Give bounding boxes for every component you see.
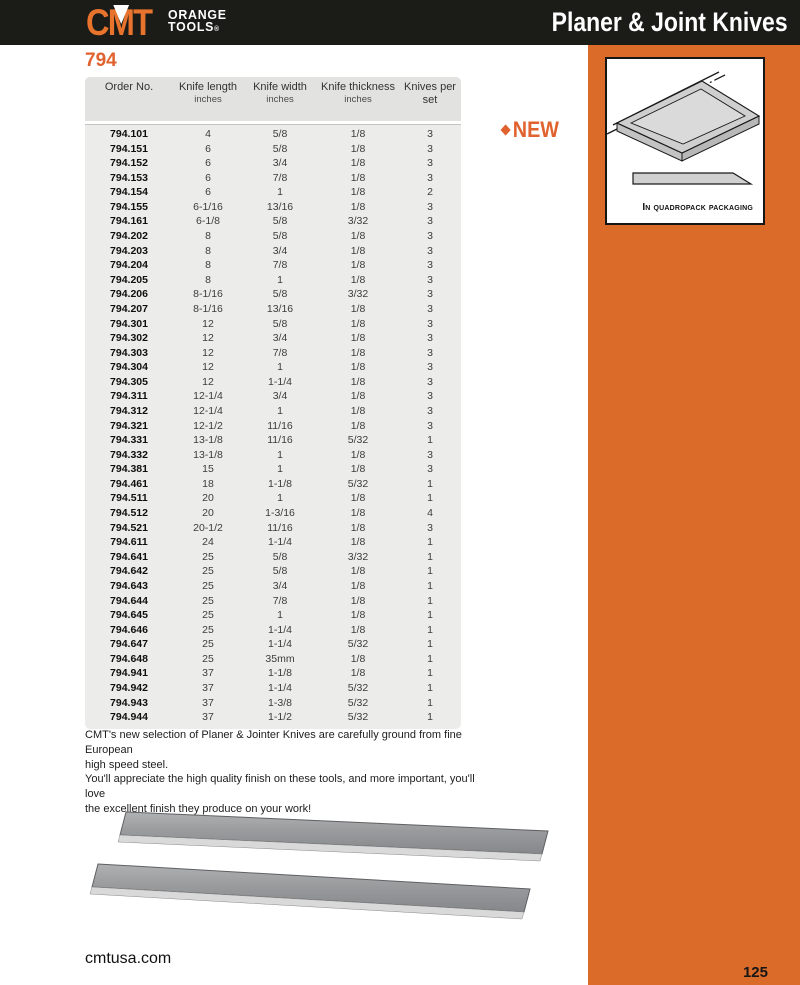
value-cell: 13/16 bbox=[266, 302, 294, 315]
order-no-cell: 794.643 bbox=[110, 579, 148, 592]
order-no-cell: 794.101 bbox=[110, 128, 148, 140]
value-cell: 12 bbox=[202, 346, 214, 359]
value-cell: 5/8 bbox=[272, 230, 288, 243]
value-cell: 3 bbox=[427, 448, 433, 461]
value-cell: 1/8 bbox=[350, 623, 366, 636]
description-line: the excellent finish they produce on your work! bbox=[85, 802, 312, 815]
value-cell: 11/16 bbox=[267, 434, 293, 447]
value-cell: 1 bbox=[277, 273, 283, 286]
value-cell: 3 bbox=[427, 463, 433, 476]
value-cell: 5/8 bbox=[272, 215, 288, 228]
value-cell: 12-1/2 bbox=[193, 419, 223, 432]
table-row bbox=[85, 375, 461, 390]
table-row bbox=[85, 623, 461, 638]
table-row bbox=[85, 404, 461, 419]
value-cell: 25 bbox=[202, 609, 214, 622]
value-cell: 1 bbox=[427, 609, 433, 622]
value-cell: 1-3/16 bbox=[265, 507, 295, 520]
value-cell: 12-1/4 bbox=[193, 404, 223, 417]
value-cell: 3 bbox=[427, 375, 433, 388]
logo-line-orange: ORANGE bbox=[168, 7, 227, 22]
value-cell: 1 bbox=[427, 477, 433, 490]
value-cell: 1-1/4 bbox=[268, 623, 292, 636]
value-cell: 3 bbox=[427, 332, 433, 345]
table-row bbox=[85, 346, 461, 361]
value-cell: 7/8 bbox=[272, 594, 288, 607]
value-cell: 1/8 bbox=[350, 259, 366, 272]
packaging-info-box bbox=[605, 57, 765, 225]
value-cell: 3 bbox=[427, 230, 433, 243]
value-cell: 1/8 bbox=[350, 463, 366, 476]
value-cell: 25 bbox=[202, 594, 214, 607]
value-cell: 1 bbox=[427, 667, 433, 680]
value-cell: 1 bbox=[427, 492, 433, 505]
value-cell: 3/4 bbox=[272, 332, 288, 345]
cmt-triangle-icon bbox=[113, 5, 129, 24]
order-no-cell: 794.206 bbox=[110, 288, 148, 301]
table-row bbox=[85, 419, 461, 434]
order-no-cell: 794.311 bbox=[110, 390, 148, 403]
value-cell: 13-1/8 bbox=[193, 434, 223, 447]
order-no-cell: 794.646 bbox=[110, 623, 148, 636]
value-cell: 25 bbox=[202, 652, 214, 665]
table-row bbox=[85, 360, 461, 375]
value-cell: 1/8 bbox=[350, 594, 366, 607]
order-no-cell: 794.381 bbox=[110, 463, 148, 476]
value-cell: 1 bbox=[427, 696, 433, 709]
value-cell: 5/8 bbox=[272, 317, 288, 330]
order-no-cell: 794.303 bbox=[110, 346, 148, 359]
value-cell: 4 bbox=[205, 128, 211, 140]
value-cell: 12 bbox=[202, 317, 214, 330]
value-cell: 37 bbox=[202, 696, 214, 709]
value-cell: 1 bbox=[277, 404, 283, 417]
value-cell: 1/8 bbox=[350, 171, 366, 184]
value-cell: 1/8 bbox=[350, 536, 366, 549]
description-line: high speed steel. bbox=[85, 758, 169, 771]
value-cell: 3 bbox=[427, 259, 433, 272]
column-header-knife-width: Knife width inches bbox=[253, 81, 307, 105]
value-cell: 6-1/8 bbox=[196, 215, 220, 228]
value-cell: 1/8 bbox=[350, 128, 366, 140]
value-cell: 12-1/4 bbox=[193, 390, 223, 403]
value-cell: 3 bbox=[427, 171, 433, 184]
page-title: Planer & Joint Knives bbox=[552, 7, 788, 37]
value-cell: 3/4 bbox=[272, 390, 288, 403]
value-cell: 6 bbox=[205, 157, 211, 170]
value-cell: 8-1/16 bbox=[193, 302, 223, 315]
value-cell: 3/32 bbox=[347, 215, 369, 228]
table-row bbox=[85, 491, 461, 506]
value-cell: 20 bbox=[202, 492, 214, 505]
value-cell: 3 bbox=[427, 521, 433, 534]
value-cell: 12 bbox=[202, 361, 214, 374]
value-cell: 1/8 bbox=[350, 361, 366, 374]
value-cell: 1/8 bbox=[350, 230, 366, 243]
value-cell: 5/32 bbox=[347, 711, 369, 724]
value-cell: 3 bbox=[427, 157, 433, 170]
order-no-cell: 794.155 bbox=[110, 200, 148, 213]
value-cell: 1/8 bbox=[350, 579, 366, 592]
website-link[interactable]: cmtusa.com bbox=[85, 950, 172, 967]
table-row bbox=[85, 535, 461, 550]
value-cell: 11/16 bbox=[267, 419, 293, 432]
new-bullet-icon bbox=[501, 124, 511, 135]
table-row bbox=[85, 287, 461, 302]
value-cell: 7/8 bbox=[272, 346, 288, 359]
value-cell: 3 bbox=[427, 361, 433, 374]
order-no-cell: 794.942 bbox=[110, 681, 148, 694]
table-row bbox=[85, 185, 461, 200]
value-cell: 1 bbox=[427, 623, 433, 636]
table-row bbox=[85, 214, 461, 229]
table-row bbox=[85, 550, 461, 565]
cmt-logo-subtext bbox=[168, 9, 227, 36]
value-cell: 3/32 bbox=[347, 288, 369, 301]
table-header-row bbox=[85, 77, 461, 124]
value-cell: 1/8 bbox=[350, 390, 366, 403]
value-cell: 1-1/8 bbox=[268, 667, 292, 680]
logo-line-tools: TOOLS® bbox=[168, 19, 220, 34]
value-cell: 1 bbox=[427, 681, 433, 694]
planer-knives-photo bbox=[78, 798, 583, 933]
value-cell: 1-1/4 bbox=[268, 638, 292, 651]
new-badge-label: NEW bbox=[512, 117, 559, 142]
value-cell: 5/8 bbox=[272, 288, 288, 301]
value-cell: 4 bbox=[427, 507, 433, 520]
order-no-cell: 794.205 bbox=[110, 273, 148, 286]
value-cell: 5/8 bbox=[272, 550, 288, 563]
registered-mark: ® bbox=[214, 26, 220, 33]
value-cell: 1/8 bbox=[350, 273, 366, 286]
order-no-cell: 794.204 bbox=[110, 259, 148, 272]
value-cell: 25 bbox=[202, 565, 214, 578]
value-cell: 8-1/16 bbox=[193, 288, 223, 301]
order-no-cell: 794.332 bbox=[110, 448, 148, 461]
value-cell: 1 bbox=[427, 536, 433, 549]
order-no-cell: 794.642 bbox=[110, 565, 148, 578]
order-no-cell: 794.944 bbox=[110, 711, 148, 724]
value-cell: 3 bbox=[427, 128, 433, 140]
value-cell: 1/8 bbox=[350, 652, 366, 665]
value-cell: 3 bbox=[427, 142, 433, 155]
value-cell: 3 bbox=[427, 244, 433, 257]
order-no-cell: 794.321 bbox=[110, 419, 148, 432]
value-cell: 1/8 bbox=[350, 448, 366, 461]
table-row bbox=[85, 666, 461, 681]
order-no-cell: 794.461 bbox=[110, 477, 148, 490]
value-cell: 5/32 bbox=[347, 681, 369, 694]
value-cell: 20-1/2 bbox=[193, 521, 223, 534]
table-row bbox=[85, 521, 461, 536]
table-row bbox=[85, 433, 461, 448]
table-row bbox=[85, 506, 461, 521]
column-header-knives-per-set: Knives per set bbox=[404, 81, 456, 106]
order-no-cell: 794.152 bbox=[110, 157, 148, 170]
product-table bbox=[85, 77, 461, 729]
column-header-knife-length: Knife length inches bbox=[178, 81, 238, 105]
value-cell: 1-3/8 bbox=[268, 696, 292, 709]
value-cell: 6-1/16 bbox=[193, 200, 223, 213]
table-row bbox=[85, 258, 461, 273]
order-no-cell: 794.648 bbox=[110, 652, 148, 665]
table-row bbox=[85, 696, 461, 711]
value-cell: 3/32 bbox=[347, 550, 369, 563]
order-no-cell: 794.647 bbox=[110, 638, 148, 651]
value-cell: 1-1/2 bbox=[268, 711, 292, 724]
value-cell: 1/8 bbox=[350, 200, 366, 213]
value-cell: 8 bbox=[205, 273, 211, 286]
value-cell: 1/8 bbox=[350, 375, 366, 388]
value-cell: 1/8 bbox=[350, 157, 366, 170]
value-cell: 5/32 bbox=[347, 477, 369, 490]
order-no-cell: 794.644 bbox=[110, 594, 148, 607]
value-cell: 1/8 bbox=[350, 565, 366, 578]
value-cell: 6 bbox=[205, 171, 211, 184]
order-no-cell: 794.521 bbox=[110, 521, 148, 534]
value-cell: 1 bbox=[277, 492, 283, 505]
value-cell: 5/32 bbox=[347, 696, 369, 709]
order-no-cell: 794.305 bbox=[110, 375, 148, 388]
value-cell: 1/8 bbox=[350, 332, 366, 345]
order-no-cell: 794.202 bbox=[110, 230, 148, 243]
header-bar bbox=[0, 0, 800, 45]
value-cell: 3 bbox=[427, 419, 433, 432]
table-row bbox=[85, 244, 461, 259]
order-no-cell: 794.641 bbox=[110, 550, 148, 563]
table-row bbox=[85, 200, 461, 215]
value-cell: 37 bbox=[202, 681, 214, 694]
order-no-cell: 794.151 bbox=[110, 142, 148, 155]
table-row bbox=[85, 564, 461, 579]
value-cell: 1/8 bbox=[350, 142, 366, 155]
value-cell: 1/8 bbox=[350, 346, 366, 359]
order-no-cell: 794.161 bbox=[110, 215, 148, 228]
value-cell: 3 bbox=[427, 346, 433, 359]
value-cell: 25 bbox=[202, 550, 214, 563]
value-cell: 13-1/8 bbox=[193, 448, 223, 461]
table-row bbox=[85, 273, 461, 288]
value-cell: 3/4 bbox=[272, 244, 288, 257]
table-row bbox=[85, 171, 461, 186]
value-cell: 1 bbox=[427, 638, 433, 651]
value-cell: 1/8 bbox=[350, 507, 366, 520]
order-no-cell: 794.312 bbox=[110, 404, 148, 417]
order-no-cell: 794.203 bbox=[110, 244, 148, 257]
value-cell: 1 bbox=[277, 361, 283, 374]
order-no-cell: 794.943 bbox=[110, 696, 148, 709]
order-no-cell: 794.645 bbox=[110, 609, 148, 622]
value-cell: 3 bbox=[427, 302, 433, 315]
cmt-logo-text: CMT bbox=[86, 2, 152, 43]
table-row bbox=[85, 579, 461, 594]
order-no-cell: 794.512 bbox=[110, 507, 148, 520]
value-cell: 7/8 bbox=[272, 171, 288, 184]
value-cell: 5/32 bbox=[347, 434, 369, 447]
table-row bbox=[85, 652, 461, 667]
description-line: You'll appreciate the high quality finish on these tools, and more important, you'll love bbox=[85, 773, 475, 801]
table-row bbox=[85, 127, 461, 142]
table-row bbox=[85, 710, 461, 725]
value-cell: 5/8 bbox=[272, 142, 288, 155]
value-cell: 8 bbox=[205, 259, 211, 272]
table-row bbox=[85, 637, 461, 652]
order-no-cell: 794.207 bbox=[110, 302, 148, 315]
sidebar-orange-band bbox=[588, 45, 800, 985]
value-cell: 1/8 bbox=[350, 492, 366, 505]
knife-diagram-icon bbox=[607, 61, 763, 191]
table-row bbox=[85, 331, 461, 346]
order-no-cell: 794.331 bbox=[110, 434, 148, 447]
value-cell: 1 bbox=[427, 434, 433, 447]
order-no-cell: 794.153 bbox=[110, 171, 148, 184]
value-cell: 5/32 bbox=[347, 638, 369, 651]
value-cell: 3 bbox=[427, 404, 433, 417]
table-row bbox=[85, 229, 461, 244]
value-cell: 1/8 bbox=[350, 317, 366, 330]
value-cell: 1 bbox=[427, 652, 433, 665]
table-row bbox=[85, 317, 461, 332]
table-row bbox=[85, 608, 461, 623]
column-header-knife-thickness: Knife thickness inches bbox=[321, 81, 395, 105]
value-cell: 1-1/8 bbox=[268, 477, 292, 490]
cmt-logo bbox=[86, 4, 230, 41]
value-cell: 1 bbox=[277, 186, 283, 199]
value-cell: 3/4 bbox=[272, 579, 288, 592]
value-cell: 25 bbox=[202, 638, 214, 651]
series-number: 794 bbox=[85, 50, 117, 71]
value-cell: 8 bbox=[205, 230, 211, 243]
table-row bbox=[85, 477, 461, 492]
value-cell: 1/8 bbox=[350, 244, 366, 257]
description-line: CMT's new selection of Planer & Jointer Knives are carefully ground from fine European bbox=[85, 729, 462, 756]
value-cell: 3 bbox=[427, 317, 433, 330]
order-no-cell: 794.302 bbox=[110, 332, 148, 345]
value-cell: 1-1/4 bbox=[268, 375, 292, 388]
value-cell: 13/16 bbox=[266, 200, 294, 213]
table-row bbox=[85, 302, 461, 317]
value-cell: 1 bbox=[427, 550, 433, 563]
value-cell: 1 bbox=[277, 463, 283, 476]
table-row bbox=[85, 594, 461, 609]
value-cell: 1/8 bbox=[350, 404, 366, 417]
order-no-cell: 794.941 bbox=[110, 667, 148, 680]
value-cell: 5/8 bbox=[272, 128, 288, 140]
value-cell: 15 bbox=[202, 463, 214, 476]
value-cell: 1/8 bbox=[350, 419, 366, 432]
order-no-cell: 794.304 bbox=[110, 361, 148, 374]
order-no-cell: 794.154 bbox=[110, 186, 148, 199]
value-cell: 3/4 bbox=[272, 157, 288, 170]
value-cell: 3 bbox=[427, 200, 433, 213]
value-cell: 25 bbox=[202, 579, 214, 592]
value-cell: 1 bbox=[427, 579, 433, 592]
value-cell: 1-1/4 bbox=[268, 681, 292, 694]
order-no-cell: 794.611 bbox=[110, 536, 148, 549]
packaging-caption: In quadropack packaging bbox=[642, 202, 753, 213]
value-cell: 20 bbox=[202, 507, 214, 520]
value-cell: 1 bbox=[427, 565, 433, 578]
order-no-cell: 794.301 bbox=[110, 317, 148, 330]
value-cell: 6 bbox=[205, 186, 211, 199]
table-body bbox=[85, 124, 461, 729]
value-cell: 3 bbox=[427, 390, 433, 403]
value-cell: 8 bbox=[205, 244, 211, 257]
value-cell: 1/8 bbox=[350, 302, 366, 315]
value-cell: 25 bbox=[202, 623, 214, 636]
value-cell: 3 bbox=[427, 288, 433, 301]
value-cell: 11/16 bbox=[267, 521, 293, 534]
page-number: 125 bbox=[742, 964, 768, 981]
table-row bbox=[85, 448, 461, 463]
new-badge bbox=[502, 117, 559, 143]
value-cell: 1/8 bbox=[350, 186, 366, 199]
value-cell: 12 bbox=[202, 332, 214, 345]
table-row bbox=[85, 681, 461, 696]
order-no-cell: 794.511 bbox=[110, 492, 148, 505]
value-cell: 1 bbox=[277, 609, 283, 622]
table-row bbox=[85, 462, 461, 477]
value-cell: 1/8 bbox=[350, 521, 366, 534]
value-cell: 6 bbox=[205, 142, 211, 155]
table-row bbox=[85, 389, 461, 404]
value-cell: 3 bbox=[427, 273, 433, 286]
value-cell: 5/8 bbox=[272, 565, 288, 578]
value-cell: 2 bbox=[427, 186, 433, 199]
value-cell: 37 bbox=[202, 711, 214, 724]
value-cell: 24 bbox=[202, 536, 214, 549]
column-header-order-no: Order No. bbox=[104, 81, 154, 93]
value-cell: 35mm bbox=[265, 652, 295, 665]
value-cell: 1 bbox=[427, 594, 433, 607]
value-cell: 1/8 bbox=[350, 609, 366, 622]
table-row bbox=[85, 156, 461, 171]
table-row bbox=[85, 142, 461, 157]
value-cell: 1 bbox=[277, 448, 283, 461]
value-cell: 1/8 bbox=[350, 667, 366, 680]
value-cell: 18 bbox=[202, 477, 214, 490]
value-cell: 12 bbox=[202, 375, 214, 388]
value-cell: 3 bbox=[427, 215, 433, 228]
value-cell: 1-1/4 bbox=[268, 536, 292, 549]
value-cell: 1 bbox=[427, 711, 433, 724]
value-cell: 7/8 bbox=[272, 259, 288, 272]
value-cell: 37 bbox=[202, 667, 214, 680]
